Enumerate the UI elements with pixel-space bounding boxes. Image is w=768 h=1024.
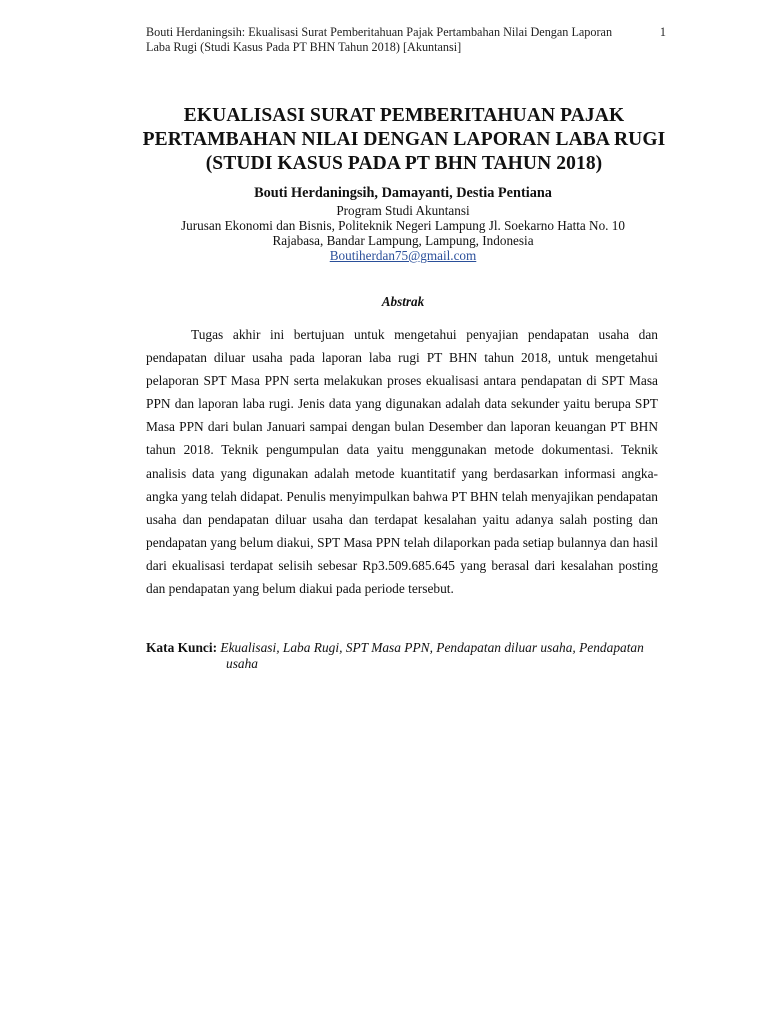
running-header: Bouti Herdaningsih: Ekualisasi Surat Pemberitahuan Pajak Pertambahan Nilai Dengan Laporan Laba Rugi (Studi Kasus Pada PT BHN Tahun 2018) [Akuntansi] xyxy=(146,25,613,54)
author-list: Bouti Herdaningsih, Damayanti, Destia Pentiana xyxy=(254,185,552,201)
keywords-block xyxy=(146,640,660,672)
institution-address: Rajabasa, Bandar Lampung, Lampung, Indonesia xyxy=(272,233,534,248)
keywords-list: Ekualisasi, Laba Rugi, SPT Masa PPN, Pendapatan diluar usaha, Pendapatan usaha xyxy=(220,640,644,671)
contact-email-line xyxy=(140,248,666,264)
author-email-link[interactable]: Boutiherdan75@gmail.com xyxy=(329,248,477,263)
paper-title: EKUALISASI SURAT PEMBERITAHUAN PAJAK PERTAMBAHAN NILAI DENGAN LAPORAN LABA RUGI (STUDI KASUS PADA PT BHN TAHUN 2018) xyxy=(142,105,666,174)
study-program: Program Studi Akuntansi xyxy=(336,203,470,218)
abstract-body: Tugas akhir ini bertujuan untuk mengetahui penyajian pendapatan usaha dan pendapatan diluar usaha pada laporan laba rugi PT BHN tahun 2018, untuk mengetahui pelaporan SPT Masa PPN serta melakukan proses ekualisasi antara pendapatan di SPT Masa PPN dan laporan laba rugi. Jenis data yang digunakan adalah data sekunder yaitu berupa SPT Masa PPN dari bulan Januari sampai dengan bulan Desember dan laporan keuangan PT BHN tahun 2018. Teknik pengumpulan data yaitu menggunakan metode dokumentasi. Teknik analisis data yang digunakan adalah metode kuantitatif yang berdasarkan informasi angka-angka yang telah didapat. Penulis menyimpulkan bahwa PT BHN telah menyajikan pendapatan usaha dan pendapatan diluar usaha dan terdapat kesalahan yaitu adanya salah posting dan pendapatan yang belum diakui, SPT Masa PPN telah dilaporkan pada setiap bulannya dan hasil dari ekualisasi terdapat selisih sebesar Rp3.509.685.645 yang berasal dari kesalahan posting dan pendapatan yang belum diakui pada periode tersebut. xyxy=(146,327,658,597)
abstract-heading: Abstrak xyxy=(381,294,425,309)
keywords-label: Kata Kunci: xyxy=(146,640,218,655)
page-number: 1 xyxy=(659,25,666,39)
department-affiliation: Jurusan Ekonomi dan Bisnis, Politeknik Negeri Lampung Jl. Soekarno Hatta No. 10 xyxy=(181,218,625,233)
